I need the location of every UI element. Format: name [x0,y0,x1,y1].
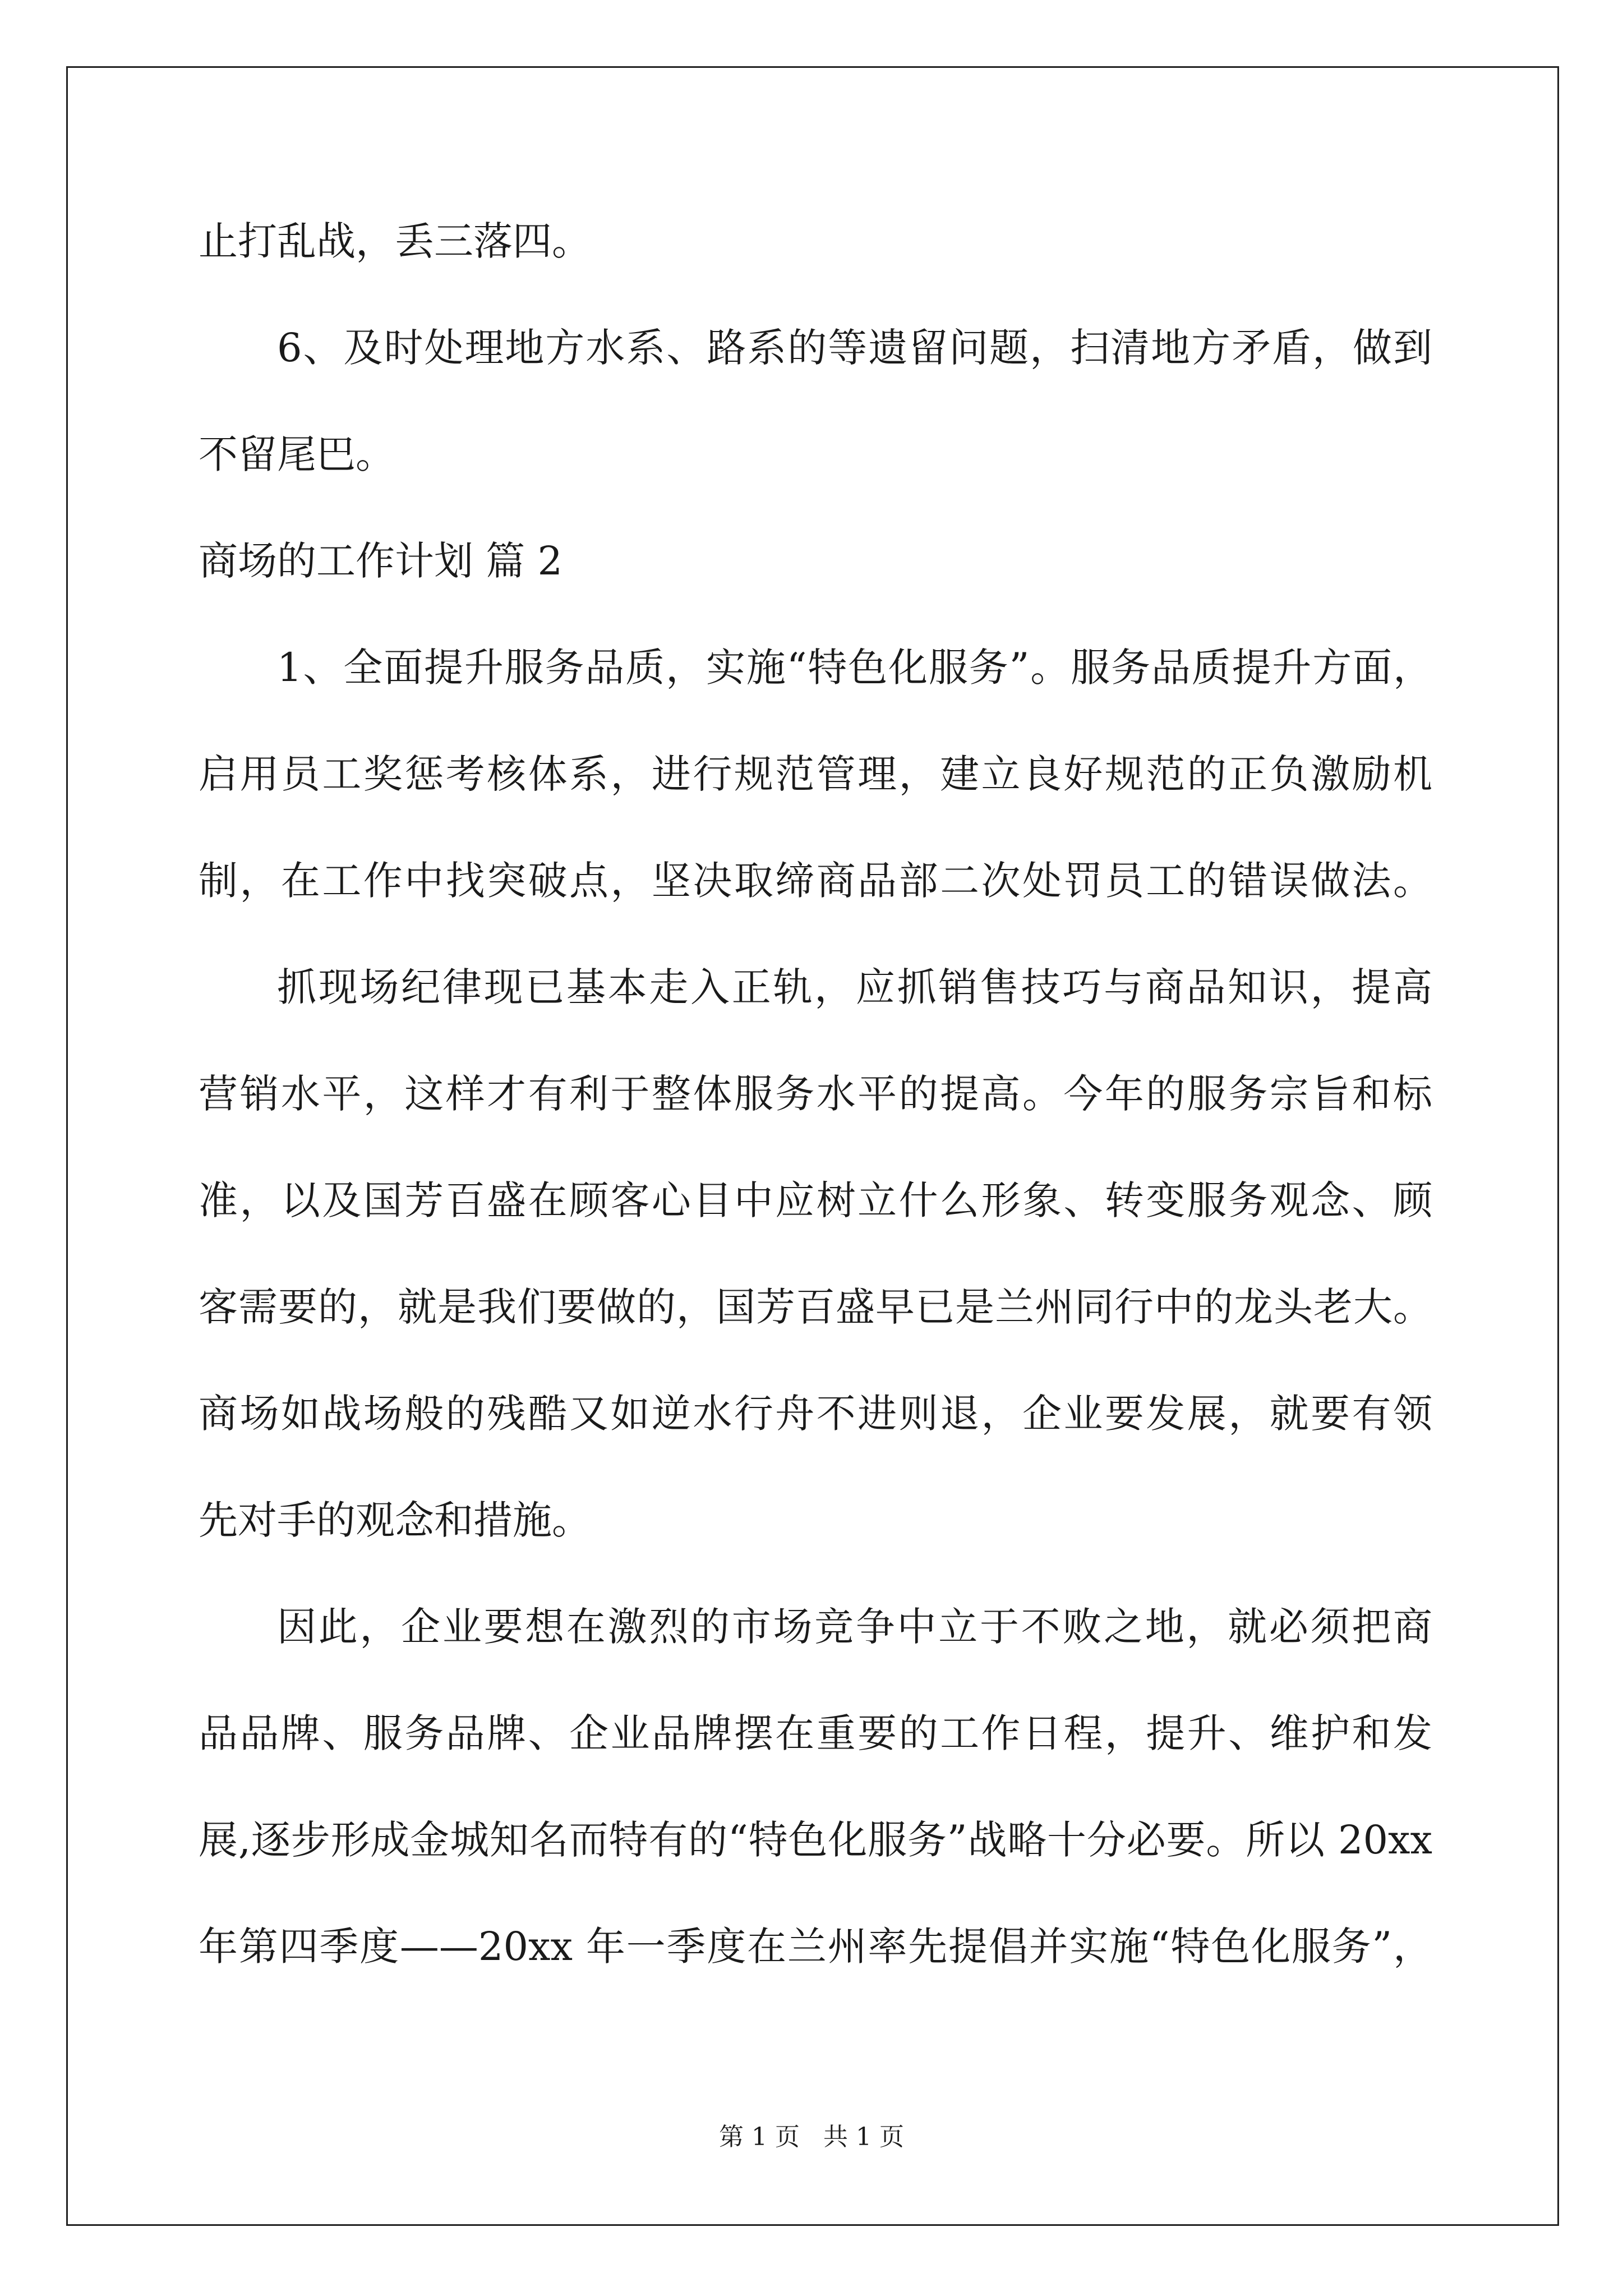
text-line: 抓现场纪律现已基本走入正轨，应抓销售技巧与商品知识，提高 [277,964,1432,1010]
text-line: 不留尾巴。 [199,431,395,477]
text-line: 6、及时处理地方水系、路系的等遗留问题，扫清地方矛盾，做到 [277,325,1432,371]
text-line: 客需要的，就是我们要做的，国芳百盛早已是兰州同行中的龙头老大。 [199,1284,1432,1330]
page-footer: 第 1 页 共 1 页 [719,2123,904,2151]
text-line: 准，以及国芳百盛在顾客心目中应树立什么形象、转变服务观念、顾 [199,1177,1432,1223]
text-line: 启用员工奖惩考核体系，进行规范管理，建立良好规范的正负激励机 [199,751,1432,797]
text-line: 先对手的观念和措施。 [199,1497,591,1543]
text-line: 因此，企业要想在激烈的市场竞争中立于不败之地，就必须把商 [277,1604,1432,1650]
text-line: 商场如战场般的残酷又如逆水行舟不进则退，企业要发展，就要有领 [199,1391,1432,1437]
text-line: 营销水平，这样才有利于整体服务水平的提高。今年的服务宗旨和标 [199,1071,1432,1117]
text-line: 品品牌、服务品牌、企业品牌摆在重要的工作日程，提升、维护和发 [199,1710,1432,1756]
section-heading: 商场的工作计划 篇 2 [199,538,563,584]
text-line: 1、全面提升服务品质，实施“特色化服务”。服务品质提升方面， [277,645,1432,691]
text-line: 制，在工作中找突破点，坚决取缔商品部二次处罚员工的错误做法。 [199,858,1432,904]
text-line: 展,逐步形成金城知名而特有的“特色化服务”战略十分必要。所以 20xx [199,1817,1432,1863]
page-border [66,66,1559,2226]
text-line: 止打乱战，丢三落四。 [199,218,591,264]
text-line: 年第四季度——20xx 年一季度在兰州率先提倡并实施“特色化服务”， [199,1924,1432,1970]
